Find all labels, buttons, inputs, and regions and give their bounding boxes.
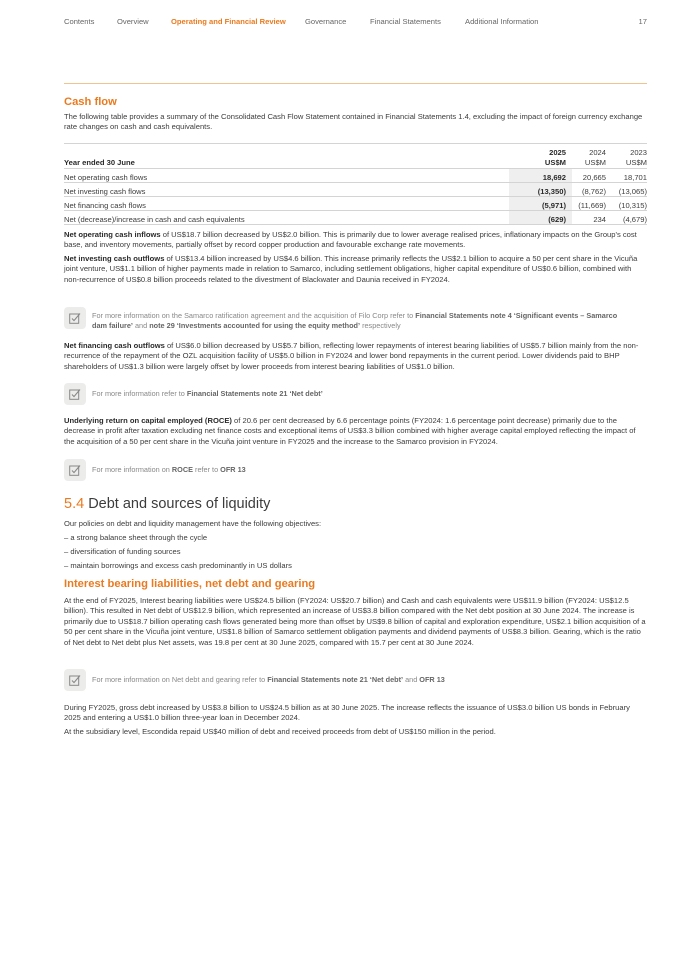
document-link-icon bbox=[64, 307, 86, 329]
nav-operating-financial-review[interactable]: Operating and Financial Review bbox=[171, 17, 286, 26]
link-ofr-13[interactable]: OFR 13 bbox=[419, 675, 445, 684]
operating-cash-paragraph: Net operating cash inflows of US$18.7 billion decreased by US$2.0 billion. This is primarily due to lower average realised prices, inflationary impacts on the Group's cost base, and inventory movements, partially offset by record copper production and favourable exchange rate movements. bbox=[64, 230, 637, 250]
table-header-2023: 2023 US$M bbox=[625, 148, 647, 167]
list-item: – diversification of funding sources bbox=[64, 547, 181, 557]
table-header-2025: 2025 US$M bbox=[544, 148, 566, 167]
cell-2025: 18,692 bbox=[542, 172, 566, 182]
table-row bbox=[64, 169, 647, 183]
nav-overview[interactable]: Overview bbox=[117, 17, 149, 26]
link-ofr-13[interactable]: OFR 13 bbox=[220, 465, 246, 474]
list-item: – maintain borrowings and excess cash predominantly in US dollars bbox=[64, 561, 292, 571]
cell-2025: (629) bbox=[548, 214, 566, 224]
table-header-row bbox=[64, 143, 647, 169]
debt-section-heading: 5.4 Debt and sources of liquidity bbox=[64, 496, 271, 512]
callout-roce bbox=[64, 459, 647, 481]
cell-2025: (5,971) bbox=[541, 200, 566, 210]
page-number: 17 bbox=[638, 17, 647, 26]
cell-2023: (4,679) bbox=[622, 214, 647, 224]
callout-text: For more information refer to Financial Statements note 21 ‘Net debt’ bbox=[92, 389, 323, 398]
cell-2023: (13,065) bbox=[618, 186, 647, 196]
link-fs-note-21[interactable]: Financial Statements note 21 ‘Net debt’ bbox=[267, 675, 404, 684]
table-header-label: Year ended 30 June bbox=[64, 158, 135, 167]
roce-paragraph: Underlying return on capital employed (ROCE) of 20.6 per cent decreased by 6.6 percentage points (FY2024: 1.6 percentage point decrease) primarily due to the decrease in profit after taxation excluding net finance costs and exceptional items of US$3.3 billion combined with higher average capital employed reflecting the impact of the acquisition of a 50 per cent share in the Vicuña joint venture in FY2025 and the increase to the Samarco provision in FY2024. bbox=[64, 416, 636, 446]
cell-2024: 234 bbox=[593, 214, 606, 224]
link-roce[interactable]: ROCE bbox=[171, 465, 193, 474]
callout-samarco-filo bbox=[64, 307, 647, 329]
gearing-paragraph: At the end of FY2025, Interest bearing liabilities were US$24.5 billion (FY2024: US$20.7 billion) and Cash and cash equivalents were US$11.9 billion (FY2024: US$12.5 billion). This resulted in Net debt of US$12.9 billion, which represented an increase of US$3.8 billion compared with the Net debt position at 30 June 2024. The increase is primarily due to US$18.7 billion operating cash flows generated being more than offset by US$9.8 billion of capital and exploration expenditure, US$2.1 billion acquisition of a 50 per cent share in the Vicuña joint venture, US$1.8 billion of Samarco settlement obligation payments and dividend payments of US$8.3 billion. Gearing, which is the ratio of Net debt to Net debt plus Net assets, was 19.8 per cent at 30 June 2025, compared with 15.7 per cent at 30 June 2024. bbox=[64, 596, 646, 647]
row-label: Net financing cash flows bbox=[64, 200, 146, 210]
nav-additional-information[interactable]: Additional Information bbox=[465, 17, 539, 26]
cell-2024: (8,762) bbox=[581, 186, 606, 196]
callout-net-debt-gearing bbox=[64, 669, 647, 691]
investing-cash-paragraph: Net investing cash outflows of US$13.4 billion increased by US$4.6 billion. This increase primarily reflects the US$2.1 billion to acquire a 50 per cent share in the Vicuña joint venture, US$1.1 billion of higher payments made in relation to Samarco, including settlement obligations, higher capital expenditure of US$0.6 billion, combined with non-recurrence of US$0.8 billion proceeds related to the divestment of Blackwater and Daunia received in FY2024. bbox=[64, 254, 638, 284]
cash-flow-heading: Cash flow bbox=[64, 96, 117, 108]
callout-text: For more information on the Samarco ratification agreement and the acquisition of Filo Corp refer to Financial Statements note 4 ‘Significant events – Samarco dam failure’ and note 29 ‘Investments accounted for using the equity method’ respectively bbox=[92, 311, 618, 330]
cell-2025: (13,350) bbox=[537, 186, 566, 196]
list-item: – a strong balance sheet through the cycle bbox=[64, 533, 208, 542]
header-divider bbox=[64, 83, 647, 84]
financing-cash-paragraph: Net financing cash outflows of US$6.0 billion decreased by US$5.7 billion, reflecting lower repayments of interest bearing liabilities of US$5.7 billion mainly from the non-recurrence of the repayment of the OZL acquisition facility of US$5.0 billion in FY2024 and lower bond repayments in the current period. Lower dividends paid to BHP shareholders of US$1.3 billion were largely offset by lower proceeds from interest bearing liabilities of US$1.0 billion. bbox=[64, 341, 639, 371]
link-fs-note-21[interactable]: Financial Statements note 21 ‘Net debt’ bbox=[186, 389, 323, 398]
cell-2023: (10,315) bbox=[618, 200, 647, 210]
row-label: Net operating cash flows bbox=[64, 172, 148, 182]
callout-text: For more information on ROCE refer to OFR 13 bbox=[92, 465, 246, 474]
cell-2024: 20,665 bbox=[582, 172, 606, 182]
gross-debt-paragraph: During FY2025, gross debt increased by US$3.8 billion to US$24.5 billion as at 30 June 2025. The increase reflects the issuance of US$3.0 billion US bonds in February 2025 and entering a US$1.0 billion three-year loan in December 2024. bbox=[64, 703, 630, 723]
document-link-icon bbox=[64, 459, 86, 481]
table-row bbox=[64, 211, 647, 225]
document-link-icon bbox=[64, 383, 86, 405]
objectives-list bbox=[64, 531, 292, 574]
cash-flow-intro: The following table provides a summary of the Consolidated Cash Flow Statement contained in Financial Statements 1.4, excluding the impact of foreign currency exchange rate changes on cash and cash equivalents. bbox=[64, 112, 643, 132]
debt-intro: Our policies on debt and liquidity management have the following objectives: bbox=[64, 519, 322, 528]
cell-2023: 18,701 bbox=[623, 172, 647, 182]
callout-text: For more information on Net debt and gearing refer to Financial Statements note 21 ‘Net debt’ and OFR 13 bbox=[92, 675, 445, 684]
row-label: Net (decrease)/increase in cash and cash equivalents bbox=[64, 214, 245, 224]
nav-financial-statements[interactable]: Financial Statements bbox=[370, 17, 441, 26]
table-row bbox=[64, 197, 647, 211]
subsidiary-paragraph: At the subsidiary level, Escondida repaid US$40 million of debt and received proceeds from debt of US$150 million in the period. bbox=[64, 727, 496, 736]
top-navigation bbox=[64, 17, 647, 29]
link-fs-note-4[interactable]: Financial Statements note 4 ‘Significant events – Samarco dam failure’ bbox=[92, 311, 618, 330]
cell-2024: (11,669) bbox=[578, 200, 606, 210]
document-link-icon bbox=[64, 669, 86, 691]
link-fs-note-29[interactable]: note 29 ‘Investments accounted for using the equity method’ bbox=[149, 320, 361, 330]
table-row bbox=[64, 183, 647, 197]
callout-net-debt-note bbox=[64, 383, 647, 405]
cash-flow-table bbox=[64, 143, 647, 225]
nav-contents[interactable]: Contents bbox=[64, 17, 95, 26]
row-label: Net investing cash flows bbox=[64, 186, 146, 196]
nav-governance[interactable]: Governance bbox=[305, 17, 347, 26]
gearing-heading: Interest bearing liabilities, net debt and gearing bbox=[64, 578, 316, 590]
table-header-2024: 2024 US$M bbox=[584, 148, 606, 167]
